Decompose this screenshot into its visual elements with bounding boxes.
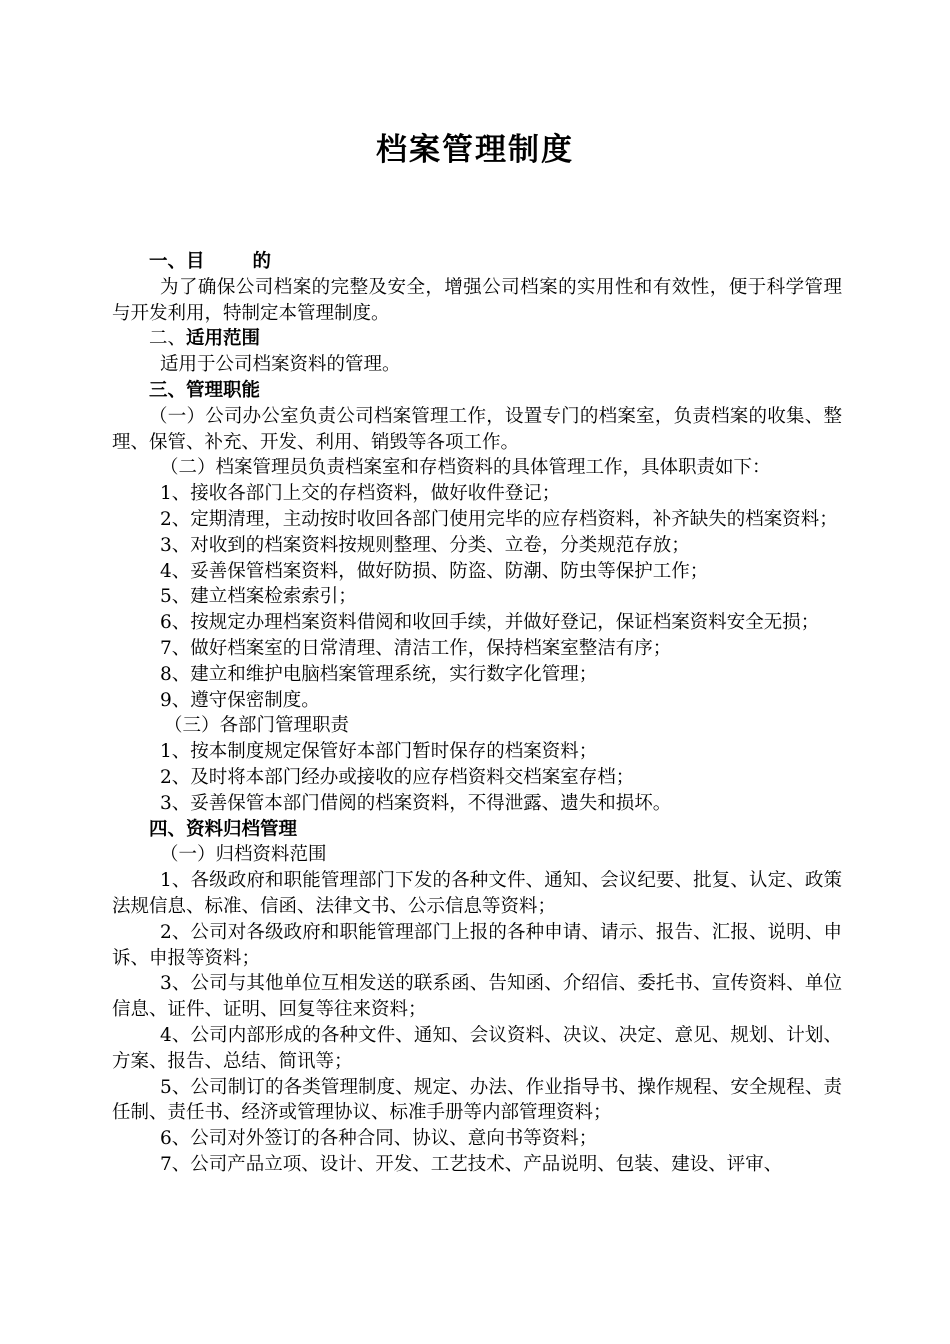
archive-scope-item: 7、公司产品立项、设计、开发、工艺技术、产品说明、包装、建设、评审、	[160, 1153, 783, 1175]
section-2-heading	[112, 326, 842, 352]
dept-duty-item: 2、及时将本部门经办或接收的应存档资料交档案室存档；	[160, 766, 635, 788]
archive-scope-item: 1、各级政府和职能管理部门下发的各种文件、通知、会议纪要、批复、认定、政策法规信息、标准、信函、法律文书、公示信息等资料；	[112, 870, 842, 917]
section-4-paragraph-1: （一）归档资料范围	[160, 844, 327, 866]
archive-scope-item: 4、公司内部形成的各种文件、通知、会议资料、决议、决定、意见、规划、计划、方案、报告、总结、简讯等；	[112, 1024, 842, 1072]
duty-item: 6、按规定办理档案资料借阅和收回手续，并做好登记，保证档案资料安全无损；	[160, 612, 820, 634]
duty-item: 5、建立档案检索索引；	[160, 586, 357, 608]
duty-item: 9、遵守保密制度。	[160, 689, 320, 711]
section-2-heading-part-a: 二、	[149, 328, 187, 350]
duty-item: 7、做好档案室的日常清理、清洁工作，保持档案室整洁有序；	[160, 637, 672, 659]
page-title: 档案管理制度	[376, 132, 574, 168]
duty-item: 2、定期清理，主动按时收回各部门使用完毕的应存档资料，补齐缺失的档案资料；	[160, 508, 838, 530]
archive-scope-item: 5、公司制订的各类管理制度、规定、办法、作业指导书、操作规程、安全规程、责任制、责任书、经济或管理协议、标准手册等内部管理资料；	[112, 1076, 842, 1124]
section-2-heading-part-b: 适用范围	[186, 328, 261, 350]
duty-item: 8、建立和维护电脑档案管理系统，实行数字化管理；	[160, 663, 598, 685]
document-body	[112, 249, 842, 1178]
section-3-heading: 三、管理职能	[149, 379, 261, 401]
duty-item: 3、对收到的档案资料按规则整理、分类、立卷，分类规范存放；	[160, 534, 690, 556]
duty-item: 4、妥善保管档案资料，做好防损、防盗、防潮、防虫等保护工作；	[160, 560, 709, 582]
section-1-heading	[112, 249, 842, 275]
dept-duty-item: 1、按本制度规定保管好本部门暂时保存的档案资料；	[160, 741, 598, 763]
dept-duty-item: 3、妥善保管本部门借阅的档案资料，不得泄露、遗失和损坏。	[160, 792, 672, 814]
archive-scope-item: 6、公司对外签订的各种合同、协议、意向书等资料；	[160, 1128, 598, 1150]
section-1-heading-part-a: 一、目	[149, 251, 205, 272]
section-2-paragraph: 适用于公司档案资料的管理。	[160, 354, 401, 376]
archive-scope-item: 2、公司对各级政府和职能管理部门上报的各种申请、请示、报告、汇报、说明、申诉、申报等资料；	[112, 921, 842, 969]
section-1-paragraph: 为了确保公司档案的完整及安全，增强公司档案的实用性和有效性，便于科学管理与开发利用，特制定本管理制度。	[112, 276, 842, 324]
section-3-paragraph-3: （三）各部门管理职责	[164, 715, 350, 737]
archive-scope-item: 3、公司与其他单位互相发送的联系函、告知函、介绍信、委托书、宣传资料、单位信息、证件、证明、回复等往来资料；	[112, 973, 842, 1021]
section-3-paragraph-1: （一）公司办公室负责公司档案管理工作，设置专门的档案室，负责档案的收集、整理、保管、补充、开发、利用、销毁等各项工作。	[112, 405, 842, 453]
duty-item: 1、接收各部门上交的存档资料，做好收件登记；	[160, 483, 561, 505]
section-3-paragraph-2: （二）档案管理员负责档案室和存档资料的具体管理工作，具体职责如下：	[160, 457, 771, 479]
section-4-heading: 四、资料归档管理	[149, 818, 298, 840]
section-1-heading-part-b: 的	[252, 251, 272, 272]
